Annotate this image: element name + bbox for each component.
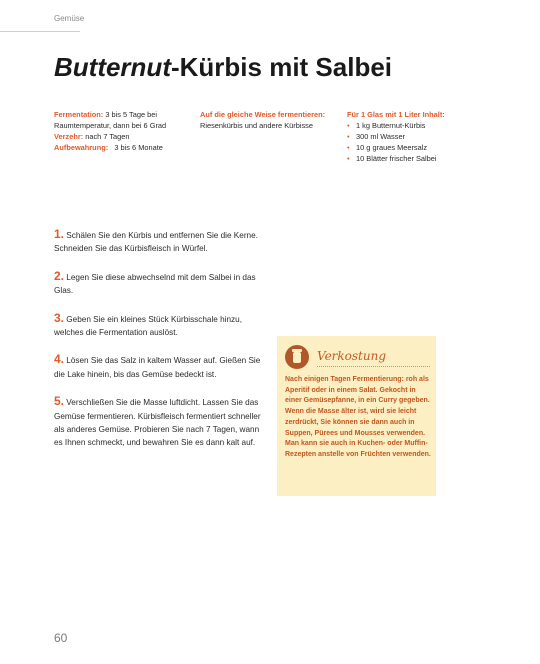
ingredient-item: • 10 g graues Meersalz	[347, 142, 497, 153]
step-number: 5.	[54, 394, 65, 409]
step-text: Verschließen Sie die Masse luftdicht. Lassen Sie das Gemüse fermentieren. Kürbisfleisch fermentiert schneller als anderes Gemüse. Probieren Sie nach 7 Tagen, wann es Ihnen schmeckt, und bewahren Sie es dann kalt auf.	[54, 398, 261, 448]
instruction-steps	[54, 228, 266, 464]
verzehr-label: Verzehr:	[54, 132, 84, 141]
ingredient-item: • 300 ml Wasser	[347, 131, 497, 142]
title-part-1: Butternut	[54, 52, 171, 82]
aufbewahrung-text: 3 bis 6 Monate	[114, 143, 163, 152]
step-text: Schälen Sie den Kürbis und entfernen Sie die Kerne. Schneiden Sie das Kürbisfleisch in Würfel.	[54, 231, 258, 254]
fermentation-info	[54, 109, 194, 153]
step-1	[54, 228, 266, 256]
verzehr-text: nach 7 Tagen	[85, 132, 130, 141]
jar-icon	[285, 345, 309, 369]
ingredients-info	[347, 109, 497, 164]
tasting-title: Verkostung	[317, 349, 387, 363]
title-part-2: -Kürbis mit Salbei	[170, 52, 393, 82]
step-number: 3.	[54, 310, 65, 325]
step-3	[54, 312, 266, 340]
page-number: 60	[54, 631, 68, 645]
alternatives-text: Riesenkürbis und andere Kürbisse	[200, 121, 313, 130]
header-rule	[0, 31, 80, 32]
alternatives-info	[200, 109, 340, 131]
tasting-box	[277, 336, 436, 496]
step-number: 1.	[54, 227, 65, 241]
tasting-text: Nach einigen Tagen Fermentierung: roh als Aperitif oder in einem Salat. Gekocht in einer Gemüsepfanne, in ein Curry gegeben. Wenn die Masse älter ist, wird sie leicht zerdrückt, Sie können sie dann auch in Suppen, Pürees und Mousses verwenden. Man kann sie auch in Kuchen- oder Muffin-Rezepten anstelle von Früchten verwenden.	[285, 376, 431, 458]
step-text: Geben Sie ein kleines Stück Kürbisschale hinzu, welches die Fermentation auslöst.	[54, 314, 242, 338]
step-4	[54, 353, 266, 381]
step-text: Legen Sie diese abwechselnd mit dem Salbei in das Glas.	[54, 272, 256, 296]
ingredient-item: • 10 Blätter frischer Salbei	[347, 153, 497, 164]
alternatives-label: Auf die gleiche Weise fermentieren:	[200, 110, 326, 119]
step-number: 2.	[54, 268, 65, 283]
section-label: Gemüse	[54, 14, 85, 23]
ingredients-list	[347, 120, 497, 164]
tasting-header	[285, 345, 428, 371]
ingredients-label: Für 1 Glas mit 1 Liter Inhalt:	[347, 110, 445, 119]
step-number: 4.	[54, 352, 65, 367]
step-2	[54, 270, 266, 298]
step-text: Lösen Sie das Salz in kaltem Wasser auf. Gießen Sie die Lake hinein, bis das Gemüse bedeckt ist.	[54, 356, 261, 379]
fermentation-label: Fermentation:	[54, 110, 104, 119]
fermentation-text: 3 bis 5 Tage bei Raumtemperatur, dann bei 6 Grad	[54, 110, 167, 130]
step-5	[54, 395, 266, 450]
recipe-title	[54, 52, 392, 83]
tasting-divider	[317, 366, 430, 367]
aufbewahrung-label: Aufbewahrung:	[54, 143, 109, 152]
jar-body-shape	[293, 352, 301, 363]
ingredient-item: • 1 kg Butternut-Kürbis	[347, 120, 497, 131]
